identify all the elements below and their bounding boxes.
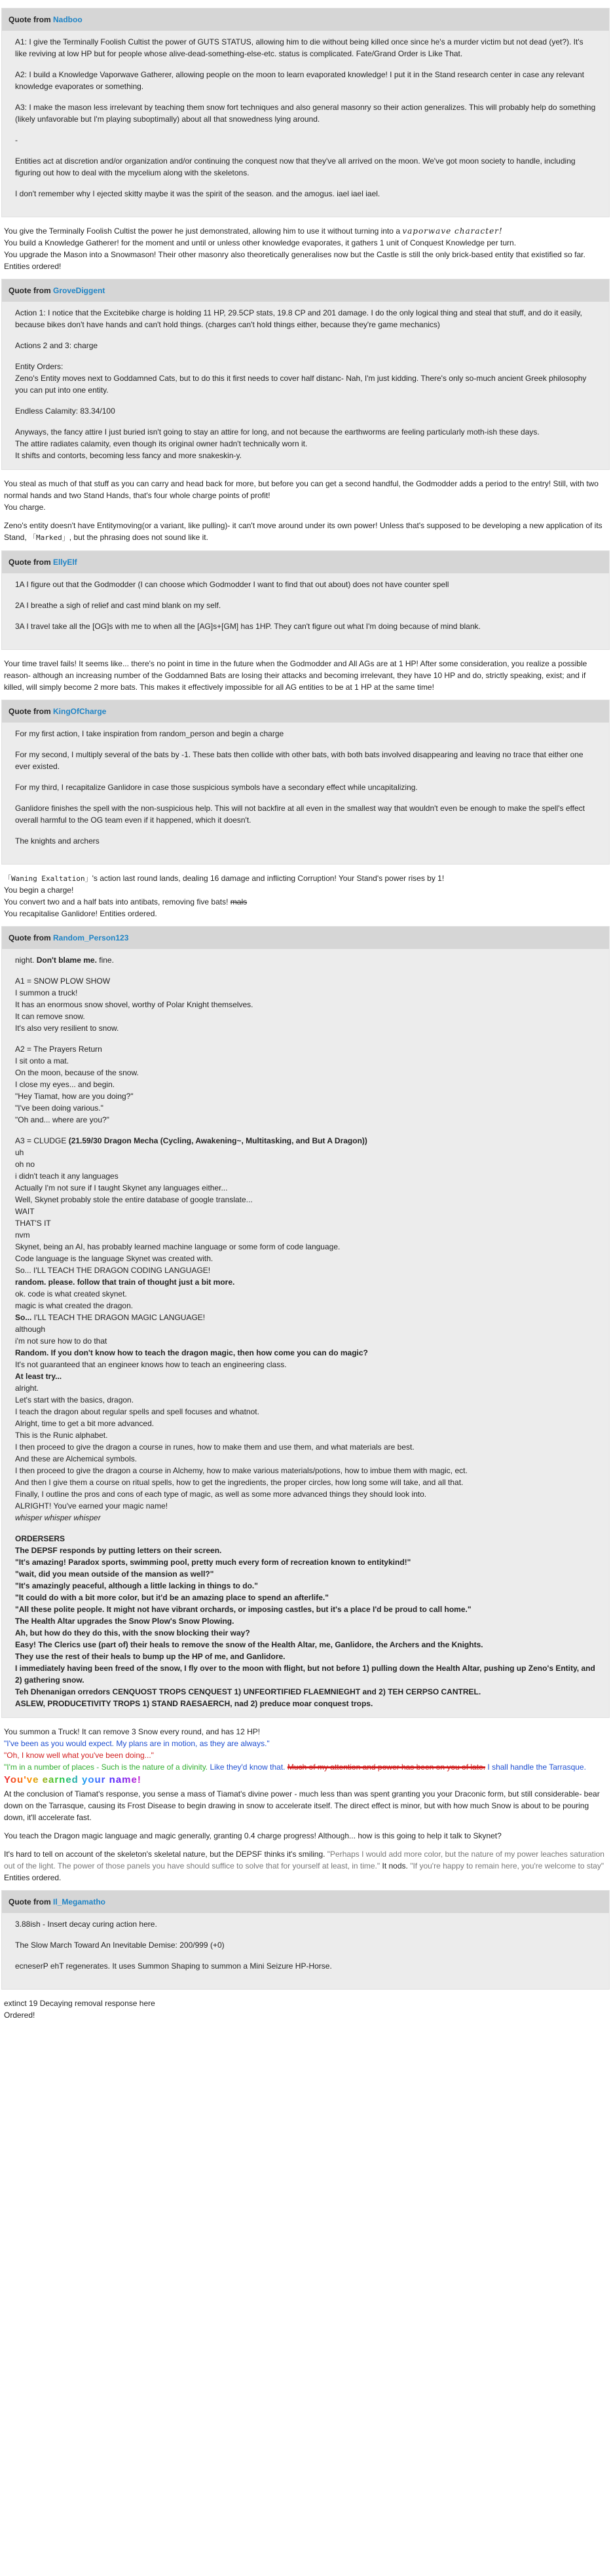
quote-bold-text: I immediately having been freed of the snow, I fly over to the moon with flight, but not before 1) pulling down the Health Altar, pushing up Zeno's Entity, and 2) gathering snow. bbox=[15, 1664, 595, 1685]
reply-line: You recapitalise Ganlidore! Entities ordered. bbox=[4, 909, 157, 918]
reply-text: It's hard to tell on account of the skeleton's skeletal nature, but the DEPSF thinks it's smiling. bbox=[4, 1849, 327, 1859]
quote-line bbox=[15, 1441, 596, 1453]
reply-line: extinct 19 Decaying removal response here bbox=[4, 1998, 155, 2008]
quote-paragraph: 1A I figure out that the Godmodder (I can choose which Godmodder I want to find that out about) does not have counter spell bbox=[15, 579, 449, 589]
reply-line: You charge. bbox=[4, 503, 46, 512]
quote-line bbox=[15, 1229, 596, 1241]
quote-line bbox=[15, 1580, 596, 1592]
quote-prefix: Quote from bbox=[9, 557, 53, 567]
quote-text: "Oh and... where are you?" bbox=[15, 1115, 109, 1124]
quote-text: uh bbox=[15, 1148, 24, 1157]
quote-line bbox=[15, 975, 596, 987]
reply-line: Ordered! bbox=[4, 2010, 35, 2020]
quote-bold-text: "It's amazing! Paradox sports, swimming pool, pretty much every form of recreation known to entitykind!" bbox=[15, 1558, 411, 1567]
quote-text: oh no bbox=[15, 1160, 35, 1169]
quote-text: And these are Alchemical symbols. bbox=[15, 1454, 138, 1463]
quote-text: A2 = The Prayers Return bbox=[15, 1045, 102, 1054]
quote-line bbox=[15, 1488, 596, 1500]
quote-text: ALRIGHT! You've earned your magic name! bbox=[15, 1501, 168, 1511]
quote-bold-text: At least try... bbox=[15, 1372, 62, 1381]
quote-spacer bbox=[15, 966, 596, 975]
reply-line: You begin a charge! bbox=[4, 885, 74, 895]
quote-line bbox=[15, 1147, 596, 1158]
quote-line bbox=[15, 1312, 596, 1323]
reply-line bbox=[4, 872, 607, 885]
decorated-text: vaporwave character! bbox=[402, 226, 503, 236]
quote-block bbox=[1, 279, 610, 470]
quote-line bbox=[15, 1615, 596, 1627]
quote-spacer bbox=[15, 1126, 596, 1135]
quote-text: WAIT bbox=[15, 1207, 35, 1216]
quote-line bbox=[15, 1603, 596, 1615]
quote-line: It shifts and contorts, becoming less fancy and more snakeskin-y. bbox=[15, 451, 242, 460]
stand-name-text: 「Marked」 bbox=[29, 533, 69, 542]
reply-block bbox=[1, 1725, 610, 1886]
reply-line: You build a Knowledge Gatherer! for the moment and until or unless other knowledge evaporates, it gathers 1 unit of Conquest Knowledge per turn. bbox=[4, 238, 517, 247]
reply-block bbox=[1, 224, 610, 275]
reply-block bbox=[1, 871, 610, 923]
reply-dialogue-blue: I shall handle the Tarrasque. bbox=[485, 1762, 586, 1772]
quote-spacer bbox=[15, 1034, 596, 1043]
quote-text: This is the Runic alphabet. bbox=[15, 1431, 108, 1440]
quote-text: alright. bbox=[15, 1384, 39, 1393]
quote-header bbox=[2, 1891, 609, 1913]
quote-paragraph: Action 1: I notice that the Excitebike charge is holding 11 HP, 29.5CP stats, 19.8 CP and 201 damage. I do the only logical thing and steal that stuff, and do it easily, because bikes don't have hands and can't hold things. (charges can't hold things either, because they're game mechanics) bbox=[15, 308, 582, 329]
quote-body bbox=[2, 1913, 609, 1989]
quote-line bbox=[15, 1090, 596, 1102]
quote-text: magic is what created the dragon. bbox=[15, 1301, 134, 1310]
quote-line bbox=[15, 1533, 596, 1545]
rainbow-text: You've earned your name! bbox=[4, 1774, 141, 1785]
quote-paragraph: The knights and archers bbox=[15, 836, 100, 846]
quote-text: I sit onto a mat. bbox=[15, 1056, 69, 1065]
quote-text: I teach the dragon about regular spells and spell focuses and whatnot. bbox=[15, 1407, 259, 1416]
quote-text: "Hey Tiamat, how are you doing?" bbox=[15, 1092, 134, 1101]
quote-text: Code language is the language Skynet was created with. bbox=[15, 1254, 213, 1263]
reply-dialogue-red: "Oh, I know well what you've been doing..." bbox=[4, 1751, 154, 1760]
reply-line bbox=[4, 1761, 607, 1788]
quote-line bbox=[15, 1300, 596, 1312]
quote-line bbox=[15, 1359, 596, 1370]
reply-line: Entities ordered. bbox=[4, 1872, 62, 1882]
quote-bold-text: "All these polite people. It might not have vibrant orchards, or imposing castles, but it's a place I'd be proud to call home." bbox=[15, 1605, 472, 1614]
quote-text: Alright, time to get a bit more advanced. bbox=[15, 1419, 155, 1428]
reply-text: , but the phrasing does not sound like it. bbox=[69, 533, 208, 542]
quote-header bbox=[2, 700, 609, 723]
struck-text: mals bbox=[230, 897, 248, 906]
quote-text: Skynet, being an AI, has probably learned machine language or some form of code language. bbox=[15, 1242, 341, 1251]
quote-header bbox=[2, 279, 609, 302]
quote-bold-text: "It's amazingly peaceful, although a little lacking in things to do." bbox=[15, 1581, 258, 1590]
quote-text: THAT'S IT bbox=[15, 1219, 51, 1228]
quote-bold-text: Random. If you don't know how to teach the dragon magic, then how come you can do magic? bbox=[15, 1348, 368, 1357]
quote-line bbox=[15, 1135, 596, 1147]
quote-block bbox=[1, 1890, 610, 1990]
quote-line bbox=[15, 1465, 596, 1476]
quote-bold-text: They use the rest of their heals to bump up the HP of me, and Ganlidore. bbox=[15, 1652, 286, 1661]
reply-dialogue-blue: Like they'd know that. bbox=[208, 1762, 286, 1772]
quote-paragraph: Ganlidore finishes the spell with the non-suspicious help. This will not backfire at all even in the smallest way that wouldn't even be enough to make the spell's effect overall harmful to the OG team even if it happened, which it doesn't. bbox=[15, 803, 585, 825]
quote-line bbox=[15, 1453, 596, 1465]
reply-text: Zeno's entity doesn't have Entitymoving(or a variant, like pulling)- it can't move around under its own power! Unless that's supposed to be developing a new application of its Stand, bbox=[4, 521, 602, 542]
quote-line bbox=[15, 1545, 596, 1556]
reply-line: At the conclusion of Tiamat's response, you sense a mass of Tiamat's divine power - much less than was spent granting you your Draconic form, but still considerable- bear down on the Tarrasque, causing its Frost Disease to begin drawing in snow to accelerate itself. The direct effect is minor, but with how much Snow is about to be pouring down, it'll accelerate fast. bbox=[4, 1789, 600, 1822]
quote-line bbox=[15, 1241, 596, 1253]
quote-line bbox=[15, 1158, 596, 1170]
quote-block bbox=[1, 8, 610, 217]
quote-line bbox=[15, 1022, 596, 1034]
quote-line bbox=[15, 1512, 596, 1524]
quote-username-link[interactable]: Nadboo bbox=[53, 15, 83, 24]
quote-bold-text: The Health Altar upgrades the Snow Plow's Snow Plowing. bbox=[15, 1617, 234, 1626]
quote-text: nvm bbox=[15, 1230, 30, 1240]
quote-paragraph: For my second, I multiply several of the bats by -1. These bats then collide with other bats, with both bats involved disappearing and leaving no trace that either one ever existed. bbox=[15, 749, 583, 771]
quote-line bbox=[15, 1382, 596, 1394]
reply-line bbox=[4, 896, 607, 908]
quote-prefix: Quote from bbox=[9, 933, 53, 942]
quote-username-link[interactable]: GroveDiggent bbox=[53, 286, 105, 295]
quote-paragraph: A2: I build a Knowledge Vaporwave Gatherer, allowing people on the moon to learn evaporated knowledge! I put it in the Stand research center in case any relevant knowledge evaporates or something. bbox=[15, 70, 584, 91]
quote-body bbox=[2, 573, 609, 649]
quote-bold-text: random. please. follow that train of thought just a bit more. bbox=[15, 1278, 235, 1287]
quote-line bbox=[15, 1394, 596, 1406]
quote-text: It's not guaranteed that an engineer knows how to teach an engineering class. bbox=[15, 1360, 287, 1369]
quote-line bbox=[15, 1639, 596, 1651]
quote-line bbox=[15, 1347, 596, 1359]
quote-line bbox=[15, 1627, 596, 1639]
quote-body bbox=[2, 723, 609, 864]
quote-username-link[interactable]: Random_Person123 bbox=[53, 933, 129, 942]
quote-line bbox=[15, 1406, 596, 1418]
quote-line bbox=[15, 1253, 596, 1264]
reply-text: It nods. bbox=[380, 1861, 411, 1870]
quote-prefix: Quote from bbox=[9, 1897, 53, 1906]
quote-bold-text: ORDERSERS bbox=[15, 1534, 65, 1543]
stand-name-text: 「Waning Exaltation」 bbox=[4, 874, 92, 883]
reply-block bbox=[1, 476, 610, 546]
quote-paragraph: Actions 2 and 3: charge bbox=[15, 341, 98, 350]
quote-text: Let's start with the basics, dragon. bbox=[15, 1395, 134, 1404]
reply-dialogue-grey: "If you're happy to remain here, you're welcome to stay" bbox=[410, 1861, 604, 1870]
quote-paragraph: 2A I breathe a sigh of relief and cast mind blank on my self. bbox=[15, 600, 221, 610]
quote-paragraph: A1: I give the Terminally Foolish Cultist the power of GUTS STATUS, allowing him to die without being killed once since he's a murder victim but not dead (yet?). It's like reviving at low HP but for people whose alive-dead-something-else-etc. status is complicated. Fate/Grand Order is Like That. bbox=[15, 37, 583, 58]
quote-block bbox=[1, 926, 610, 1718]
quote-bold-text: ASLEW, PRODUCETIVITY TROPS 1) STAND RAESAERCH, nad 2) preduce moar conquest trops. bbox=[15, 1699, 373, 1708]
quote-paragraph: 3A I travel take all the [OG]s with me to when all the [AG]s+[GM] has 1HP. They can't figure out what I'm doing because of mind blank. bbox=[15, 621, 481, 631]
quote-bold-text: The DEPSF responds by putting letters on their screen. bbox=[15, 1546, 222, 1555]
quote-username-link[interactable]: KingOfCharge bbox=[53, 706, 107, 716]
quote-username-link[interactable]: Il_Megamatho bbox=[53, 1897, 106, 1906]
quote-line: The attire radiates calamity, even though its original owner hadn't technically worn it. bbox=[15, 439, 308, 448]
reply-dialogue-green: "I'm in a number of places - Such is the nature of a divinity. bbox=[4, 1762, 208, 1772]
quote-bold-text: Ah, but how do they do this, with the snow blocking their way? bbox=[15, 1628, 250, 1637]
quote-paragraph: I don't remember why I ejected skitty maybe it was the spirit of the season. and the amogus. iael iael iael. bbox=[15, 189, 380, 198]
quote-text: So... I'LL TEACH THE DRAGON CODING LANGUAGE! bbox=[15, 1266, 211, 1275]
quote-text: "I've been doing various." bbox=[15, 1103, 103, 1113]
quote-line bbox=[15, 1686, 596, 1698]
quote-line bbox=[15, 1592, 596, 1603]
quote-text: i didn't teach it any languages bbox=[15, 1172, 119, 1181]
reply-line: You summon a Truck! It can remove 3 Snow every round, and has 12 HP! bbox=[4, 1727, 261, 1736]
quote-header bbox=[2, 927, 609, 949]
reply-text: You give the Terminally Foolish Cultist the power he just demonstrated, allowing him to use it without turning into a bbox=[4, 226, 403, 236]
reply-line bbox=[4, 225, 607, 237]
quote-italic-text: whisper whisper whisper bbox=[15, 1513, 101, 1522]
quote-bold-text: So... bbox=[15, 1313, 32, 1322]
quote-bold-text: "wait, did you mean outside of the mansion as well?" bbox=[15, 1569, 214, 1579]
quote-line bbox=[15, 954, 596, 966]
quote-header bbox=[2, 551, 609, 573]
quote-text: On the moon, because of the snow. bbox=[15, 1068, 139, 1077]
quote-text: Actually I'm not sure if I taught Skynet any languages either... bbox=[15, 1183, 228, 1192]
quote-text: fine. bbox=[96, 956, 114, 965]
quote-paragraph: Entities act at discretion and/or organization and/or continuing the conquest now that they've all arrived on the moon. We've got moon society to handle, including figuring out how to deal with the mycelium along with the skeletons. bbox=[15, 156, 576, 177]
quote-line bbox=[15, 1182, 596, 1194]
quote-body bbox=[2, 31, 609, 217]
quote-text: A3 = CLUDGE bbox=[15, 1136, 69, 1145]
quote-line bbox=[15, 1651, 596, 1662]
quote-text: although bbox=[15, 1325, 46, 1334]
quote-line bbox=[15, 1206, 596, 1217]
reply-dialogue-blue: "I've been as you would expect. My plans are in motion, as they are always." bbox=[4, 1739, 270, 1748]
quote-line bbox=[15, 1011, 596, 1022]
quote-username-link[interactable]: EllyElf bbox=[53, 557, 77, 567]
reply-dialogue-scribbled: Much of my attention and power has been on you of late. bbox=[287, 1762, 486, 1772]
quote-line bbox=[15, 1102, 596, 1114]
quote-text: It can remove snow. bbox=[15, 1012, 85, 1021]
reply-block bbox=[1, 1996, 610, 2024]
quote-line bbox=[15, 1500, 596, 1512]
reply-line: Entities ordered! bbox=[4, 262, 62, 271]
quote-line bbox=[15, 1429, 596, 1441]
quote-text: I then proceed to give the dragon a course in Alchemy, how to make various materials/potions, how to imbue them with magic, ect. bbox=[15, 1466, 468, 1475]
quote-bold-text: "It could do with a bit more color, but it'd be an amazing place to spend an afterlife." bbox=[15, 1593, 329, 1602]
quote-line bbox=[15, 1698, 596, 1709]
reply-line: Your time travel fails! It seems like... there's no point in time in the future when the Godmodder and All AGs are at 1 HP! After some consideration, you realize a possible reason- although an increasing number of the Goddamned Bats are losing their attacks and becoming irrelevant, they have 10 HP and do, strictly speaking, exist; and if killed, will simply become 2 more bats. This makes it effectively impossible for all AG entities to be at 1 HP at the same time! bbox=[4, 658, 587, 692]
quote-paragraph: A3: I make the mason less irrelevant by teaching them snow fort techniques and also general masonry so their action generalizes. This will probably help do something (likely unfavorable but I'm playing suboptimally) about all that snowedness lying around. bbox=[15, 103, 596, 124]
quote-paragraph: ecneserP ehT regenerates. It uses Summon Shaping to summon a Mini Seizure HP-Horse. bbox=[15, 1961, 332, 1971]
quote-text: I summon a truck! bbox=[15, 988, 78, 997]
quote-line bbox=[15, 1556, 596, 1568]
quote-text: It has an enormous snow shovel, worthy of Polar Knight themselves. bbox=[15, 1000, 253, 1009]
quote-line: Anyways, the fancy attire I just buried isn't going to stay an attire for long, and not because the earthworms are feeling particularly moth-ish these days. bbox=[15, 427, 540, 437]
quote-line bbox=[15, 1418, 596, 1429]
quote-text: I then proceed to give the dragon a course in runes, how to make them and use them, and what materials are best. bbox=[15, 1442, 415, 1452]
quote-line bbox=[15, 1288, 596, 1300]
quote-line bbox=[15, 1476, 596, 1488]
quote-bold-text: Teh Dhenanigan orredors CENQUOST TROPS CENQUEST 1) UNFEORTIFIED FLAEMNIEGHT and 2) TEH CERPSO CANTREL. bbox=[15, 1687, 481, 1696]
quote-line bbox=[15, 1079, 596, 1090]
quote-text: I'LL TEACH THE DRAGON MAGIC LANGUAGE! bbox=[31, 1313, 206, 1322]
quote-line bbox=[15, 1067, 596, 1079]
quote-block bbox=[1, 550, 610, 650]
quote-prefix: Quote from bbox=[9, 15, 53, 24]
quote-body bbox=[2, 949, 609, 1717]
quote-line bbox=[15, 1170, 596, 1182]
quote-bold-text: Don't blame me. bbox=[36, 956, 97, 965]
quote-text: Well, Skynet probably stole the entire database of google translate... bbox=[15, 1195, 253, 1204]
quote-paragraph: Endless Calamity: 83.34/100 bbox=[15, 406, 115, 416]
quote-line bbox=[15, 1055, 596, 1067]
quote-line bbox=[15, 999, 596, 1011]
quote-text: And then I give them a course on ritual spells, how to get the ingredients, the proper circles, how long some will take, and all that. bbox=[15, 1478, 464, 1487]
quote-text: night. bbox=[15, 956, 37, 965]
reply-text: 's action last round lands, dealing 16 damage and inflicting Corruption! Your Stand's power rises by 1! bbox=[92, 873, 445, 883]
quote-text: Finally, I outline the pros and cons of each type of magic, as well as some more advanced things they should look into. bbox=[15, 1490, 427, 1499]
quote-paragraph: For my third, I recapitalize Ganlidore in case those suspicious symbols have a secondary effect while uncapitalizing. bbox=[15, 782, 418, 792]
quote-text: It's also very resilient to snow. bbox=[15, 1024, 119, 1033]
quote-text: A1 = SNOW PLOW SHOW bbox=[15, 976, 111, 986]
quote-paragraph: Zeno's Entity moves next to Goddamned Cats, but to do this it first needs to cover half distanc- Nah, I'm just kidding. There's only so-much ancient Greek philosophy you can put into one entity. bbox=[15, 374, 587, 395]
quote-spacer bbox=[15, 1524, 596, 1533]
quote-block bbox=[1, 700, 610, 865]
quote-paragraph: - bbox=[15, 135, 18, 145]
quote-line bbox=[15, 987, 596, 999]
reply-line: You teach the Dragon magic language and magic generally, granting 0.4 charge progress! Although... how is this going to help it talk to Skynet? bbox=[4, 1831, 502, 1840]
quote-line: Entity Orders: bbox=[15, 362, 64, 371]
quote-prefix: Quote from bbox=[9, 706, 53, 716]
quote-paragraph: For my first action, I take inspiration from random_person and begin a charge bbox=[15, 728, 284, 738]
quote-line bbox=[15, 1194, 596, 1206]
quote-body bbox=[2, 302, 609, 469]
quote-header bbox=[2, 9, 609, 31]
quote-line bbox=[15, 1323, 596, 1335]
quote-paragraph: The Slow March Toward An Inevitable Demise: 200/999 (+0) bbox=[15, 1940, 225, 1950]
quote-line bbox=[15, 1568, 596, 1580]
quote-prefix: Quote from bbox=[9, 286, 53, 295]
quote-bold-text: Easy! The Clerics use (part of) their heals to remove the snow of the Health Altar, me, Ganlidore, the Archers and the Knights. bbox=[15, 1640, 483, 1649]
quote-line bbox=[15, 1264, 596, 1276]
reply-dialogue-grey: "Perhaps I would add more color, but the nature of my power leaches saturation out of the light. The power of those panels you have should suffice to solve that for yourself at least, in time." bbox=[4, 1849, 604, 1870]
quote-line bbox=[15, 1370, 596, 1382]
quote-text: I close my eyes... and begin. bbox=[15, 1080, 115, 1089]
reply-line bbox=[4, 520, 607, 544]
reply-text: You convert two and a half bats into antibats, removing five bats! bbox=[4, 897, 229, 906]
quote-line bbox=[15, 1335, 596, 1347]
reply-line: You upgrade the Mason into a Snowmason! Their other masonry also theoretically generalises now but the Castle is still the only brick-based entity that existified so far. bbox=[4, 250, 585, 259]
quote-line bbox=[15, 1114, 596, 1126]
reply-line: You steal as much of that stuff as you can carry and head back for more, but before you can get a second handful, the Godmodder adds a period to the entry! Still, with two normal hands and two Stand Hands, that's four whole charge points of profit! bbox=[4, 479, 599, 500]
quote-line bbox=[15, 1662, 596, 1686]
quote-paragraph: 3.88ish - Insert decay curing action here. bbox=[15, 1919, 157, 1929]
quote-line bbox=[15, 1043, 596, 1055]
quote-line bbox=[15, 1276, 596, 1288]
reply-line bbox=[4, 1848, 607, 1872]
quote-text: ok. code is what created skynet. bbox=[15, 1289, 127, 1298]
quote-text: i'm not sure how to do that bbox=[15, 1336, 107, 1346]
quote-bold-text: (21.59/30 Dragon Mecha (Cycling, Awakening~, Multitasking, and But A Dragon)) bbox=[68, 1136, 367, 1145]
quote-line bbox=[15, 1217, 596, 1229]
reply-block bbox=[1, 656, 610, 696]
